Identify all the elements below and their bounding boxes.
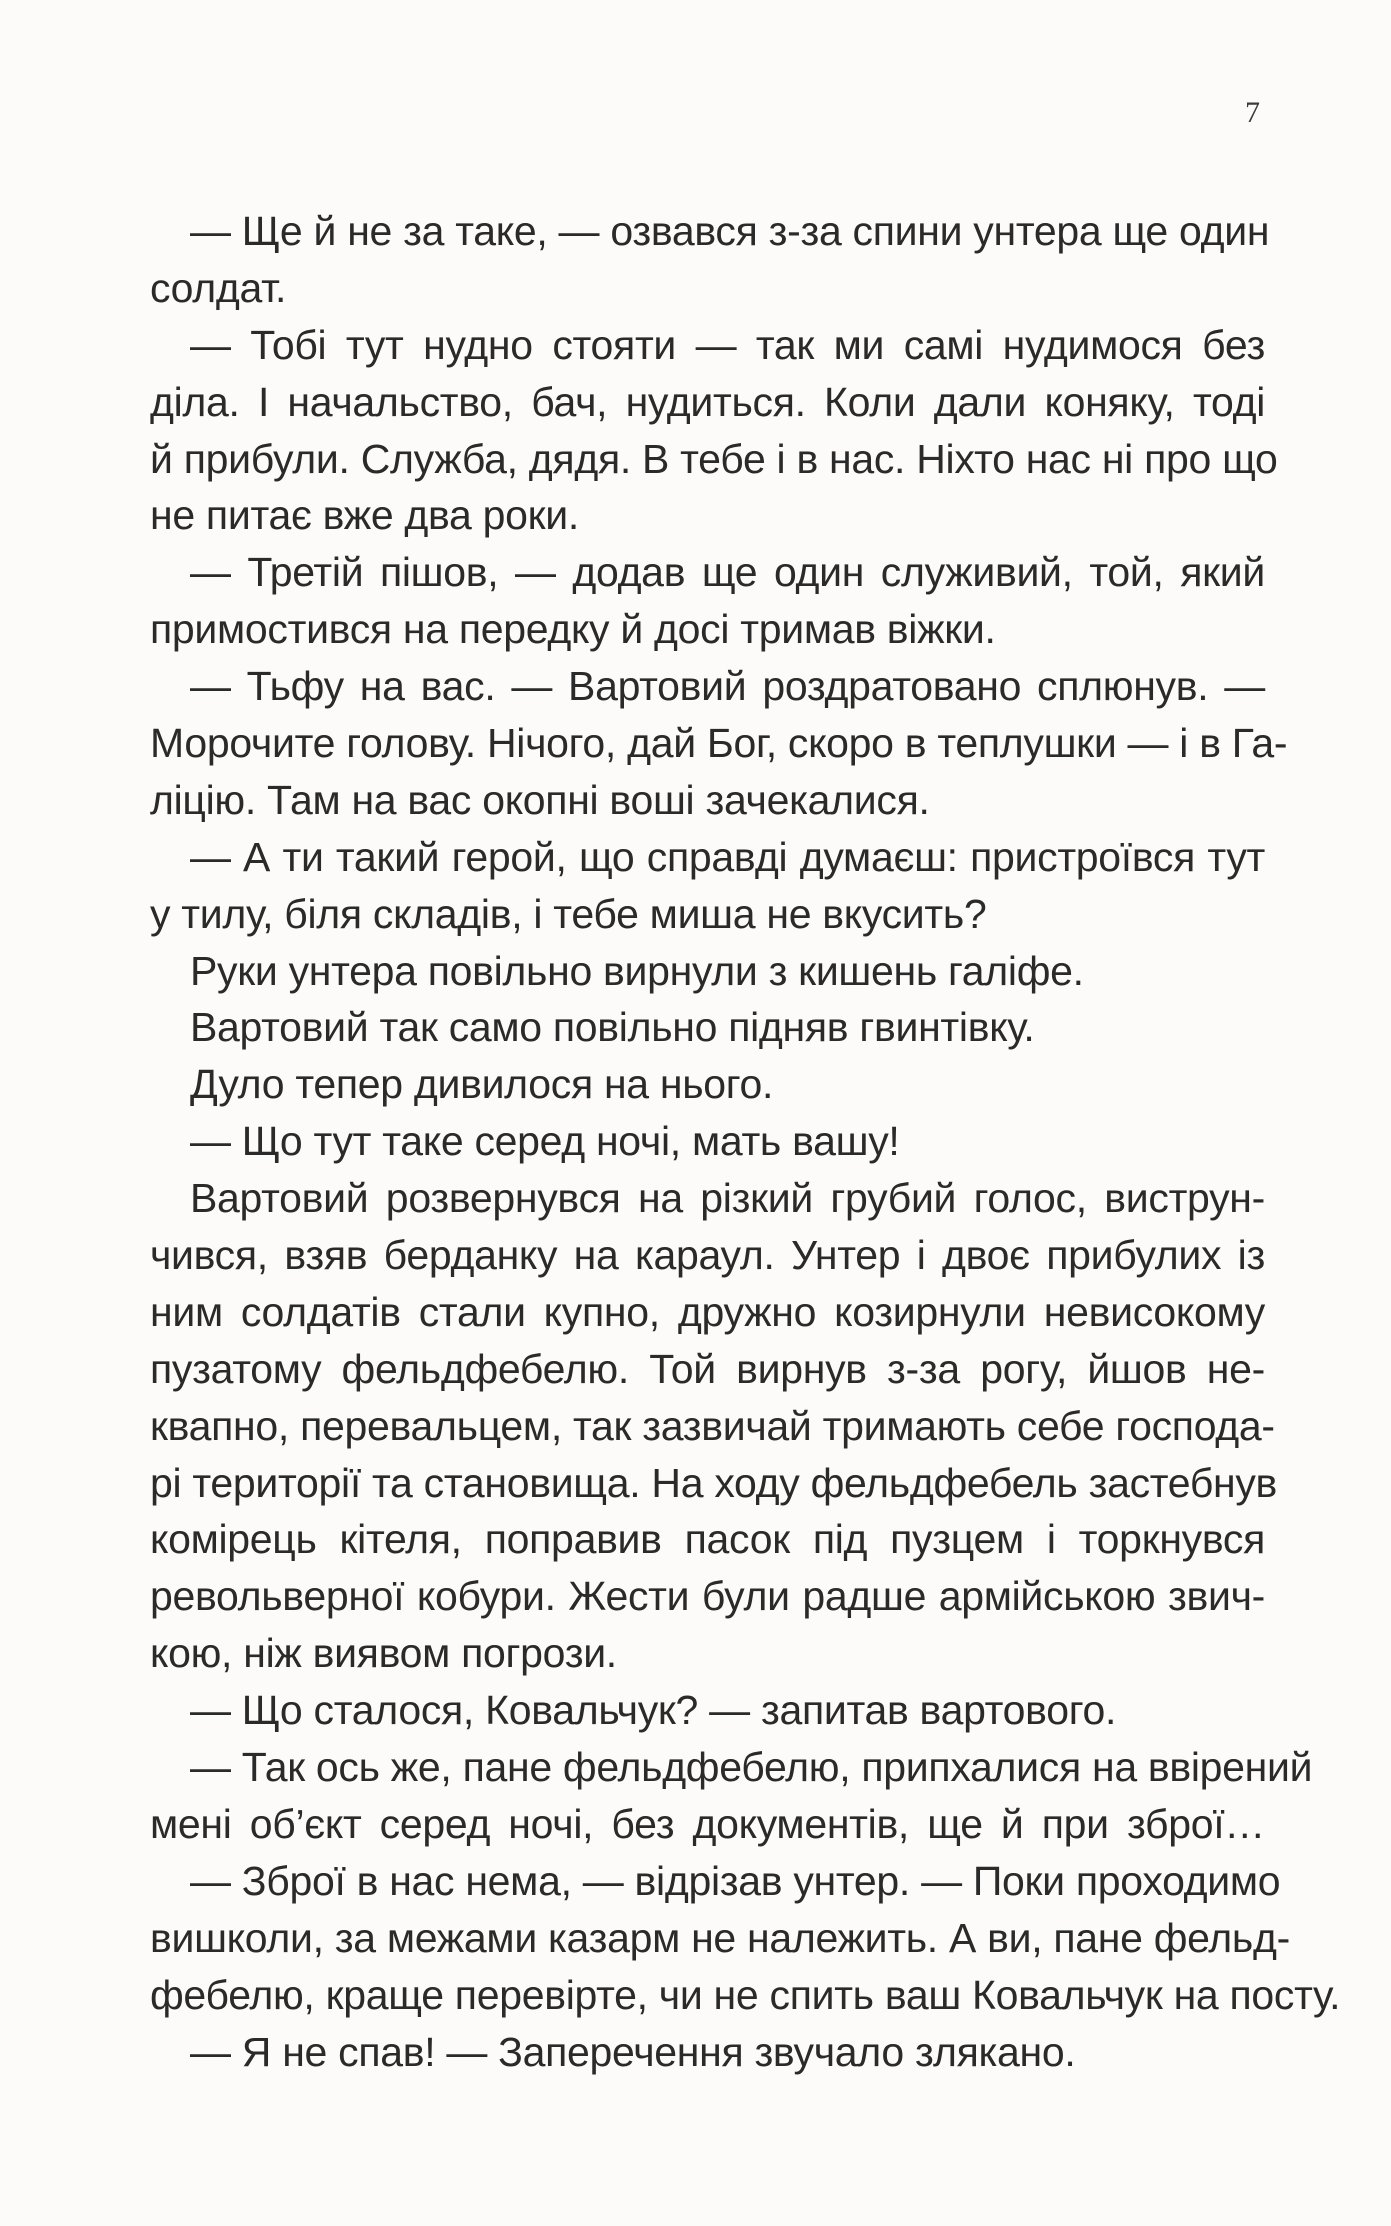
body-text (150, 203, 1341, 2080)
text-line: — Тобі тут нудно стояти — так ми самі нудимося без (190, 321, 1265, 368)
text-line: — Зброї в нас нема, — відрізав унтер. — Поки проходимо (190, 1857, 1281, 1904)
text-line: й прибули. Служба, дядя. В тебе і в нас. Ніхто нас ні про що (150, 435, 1278, 482)
text-line: Вартовий розвернувся на різкий грубий голос, виструн- (190, 1175, 1265, 1222)
text-line: — Що сталося, Ковальчук? — запитав вартового. (190, 1687, 1117, 1734)
text-line: ліцію. Там на вас окопні воші зачекалися. (150, 776, 930, 823)
text-line: чився, взяв берданку на караул. Унтер і двоє прибулих із (150, 1232, 1265, 1279)
text-line: Руки унтера повільно вирнули з кишень галіфе. (190, 947, 1084, 994)
text-line: Вартовий так само повільно підняв гвинтівку. (190, 1004, 1035, 1051)
text-line: — А ти такий герой, що справді думаєш: пристроївся тут (190, 833, 1265, 880)
text-line: револьверної кобури. Жести були радше армійською звич- (150, 1573, 1265, 1620)
text-line: у тилу, біля складів, і тебе миша не вкусить? (150, 890, 987, 937)
text-line: мені об’єкт серед ночі, без документів, ще й при зброї… (150, 1800, 1265, 1847)
page-number: 7 (1245, 96, 1260, 129)
text-line: — Що тут таке серед ночі, мать вашу! (190, 1118, 900, 1165)
text-line: — Я не спав! — Заперечення звучало злякано. (190, 2028, 1076, 2075)
text-line: кою, ніж виявом погрози. (150, 1630, 617, 1677)
text-line: — Тьфу на вас. — Вартовий роздратовано сплюнув. — (190, 663, 1265, 710)
text-line: Дуло тепер дивилося на нього. (190, 1061, 774, 1108)
text-line: вишколи, за межами казарм не належить. А ви, пане фельд- (150, 1914, 1290, 1961)
text-line: фебелю, краще перевірте, чи не спить ваш Ковальчук на посту. (150, 1971, 1341, 2018)
text-line: рі території та становища. На ходу фельдфебель застебнув (150, 1459, 1278, 1506)
text-line: Морочите голову. Нічого, дай Бог, скоро в теплушки — і в Га- (150, 720, 1288, 767)
text-line: примостився на передку й досі тримав віжки. (150, 606, 996, 653)
text-line: — Третій пішов, — додав ще один служивий, той, який (190, 549, 1265, 596)
text-line: комірець кітеля, поправив пасок під пузцем і торкнувся (150, 1516, 1265, 1563)
text-line: — Ще й не за таке, — озвався з-за спини унтера ще один (190, 208, 1270, 254)
text-line: ним солдатів стали купно, дружно козирнули невисокому (150, 1288, 1265, 1335)
text-line: пузатому фельдфебелю. Той вирнув з-за рогу, йшов не- (150, 1345, 1265, 1392)
text-line: діла. І начальство, бач, нудиться. Коли дали коняку, тоді (150, 378, 1265, 425)
text-line: — Так ось же, пане фельдфебелю, припхалися на ввірений (190, 1744, 1313, 1791)
text-line: не питає вже два роки. (150, 492, 579, 539)
text-line: солдат. (150, 264, 287, 311)
text-line: квапно, перевальцем, так зазвичай тримають себе господа- (150, 1402, 1275, 1449)
